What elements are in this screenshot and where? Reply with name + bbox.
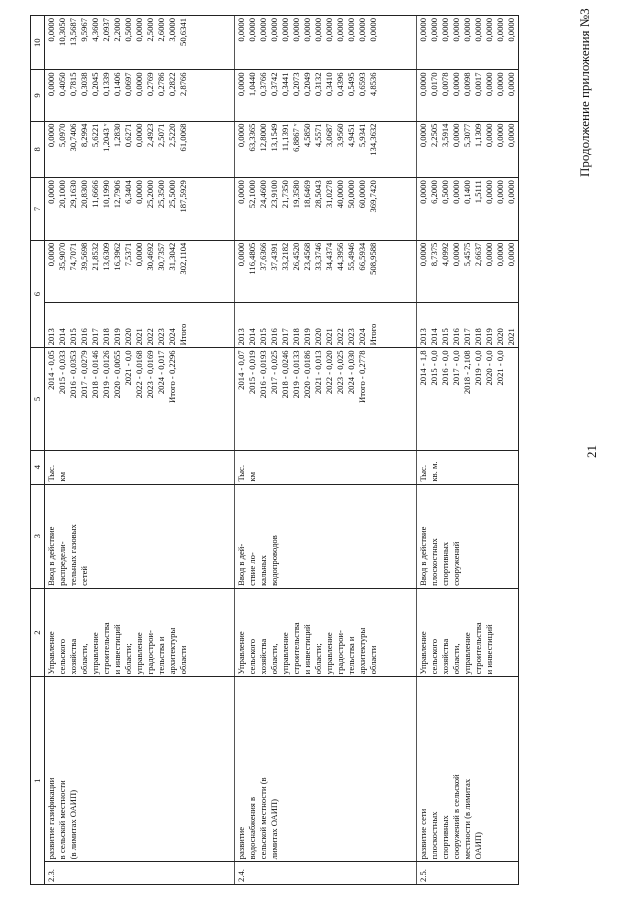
header-col-7: 7 bbox=[31, 178, 45, 240]
plan-values: 2014 - 0,05 2015 - 0,033 2016 - 0,0353 2017 - 0,0279 2018 - 0,0146 2019 - 0,0126 2020 - 0,0055 2021 - 0,0 2022 - 0,0168 2023 - 0,0169 2024 - 0,017 Итого - 0,2296 bbox=[45, 348, 235, 450]
appendix-label: Продолжение приложения №3 bbox=[577, 8, 592, 177]
executor: Управление сельского хозяйства области, управление строительства и инвестиций bbox=[417, 588, 519, 676]
section-name: развитие водоснабжения в сельской местности (в лимитах ОАИП) bbox=[235, 677, 417, 862]
section-number: 2.5. bbox=[417, 862, 519, 885]
header-col-1: 1 bbox=[31, 677, 45, 885]
col-10-values: 0,0000 0,0000 0,0000 0,0000 0,0000 0,0000 0,0000 0,0000 0,0000 bbox=[417, 16, 519, 70]
header-col-10: 10 bbox=[31, 16, 45, 70]
header-row bbox=[31, 16, 45, 885]
header-col-5: 5 bbox=[31, 348, 45, 450]
col-6-values: 0,0000 35,9070 74,7071 39,5698 21,8532 13,6309 16,3962 7,5371 0,0000 30,4692 30,7357 31,3042 302,1104 bbox=[45, 240, 235, 302]
col-9-values: 0,0000 0,4050 0,7815 0,3038 0,2045 0,1339 0,1406 0,0697 0,0000 0,2769 0,2786 0,2822 2,8766 bbox=[45, 70, 235, 121]
section-row-2-4 bbox=[235, 16, 417, 885]
section-number: 2.4. bbox=[235, 862, 417, 885]
event: Ввод в действие плоскостных спортивных сооружений bbox=[417, 484, 519, 588]
years: 2013 2014 2015 2016 2017 2018 2019 2020 2021 2022 2023 2024 Итого bbox=[45, 303, 235, 348]
executor: Управление сельского хозяйства области, управление строительства и инвестиций области; управление градострои- тельства и архитектуры области bbox=[235, 588, 417, 676]
section-number: 2.3. bbox=[45, 862, 235, 885]
plan-values: 2014 - 1,8 2015 - 0,0 2016 - 0,0 2017 - 0,0 2018 - 2,108 2019 - 0,0 2020 - 0,0 2021 - 0,0 bbox=[417, 348, 519, 450]
unit: Тыс. кв. м. bbox=[417, 450, 519, 484]
col-6-values: 0,0000 116,4805 37,6366 37,4391 33,2182 26,4520 23,4568 33,3746 34,4374 44,3956 55,4946 66,5934 508,9588 bbox=[235, 240, 417, 302]
unit: Тыс. км bbox=[235, 450, 417, 484]
page-number: 21 bbox=[584, 445, 599, 458]
header-col-2: 2 bbox=[31, 588, 45, 676]
years: 2013 2014 2015 2016 2017 2018 2019 2020 2021 2022 2023 2024 Итого bbox=[235, 303, 417, 348]
section-row-2-5 bbox=[417, 16, 519, 885]
section-name: развитие газификации в сельской местности (в лимитах ОАИП) bbox=[45, 677, 235, 862]
col-10-values: 0,0000 0,0000 0,0000 0,0000 0,0000 0,0000 0,0000 0,0000 0,0000 0,0000 0,0000 0,0000 0,0000 bbox=[235, 16, 417, 70]
plan-values: 2014 - 0,07 2015 - 0,019 2016 - 0,0193 2017 - 0,025 2018 - 0,0246 2019 - 0,0133 2020 - 0,0186 2021 - 0,013 2022 - 0,020 2023 - 0,025 2024 - 0,030 Итого - 0,2778 bbox=[235, 348, 417, 450]
col-9-values: 0,0000 0,0170 0,0078 0,0000 0,0098 0,0017 0,0000 0,0000 0,0000 bbox=[417, 70, 519, 121]
col-7-values: 0,0000 20,1000 29,1630 20,8300 11,6666 10,1990 12,7906 6,3404 0,0000 25,2000 25,3500 25,5000 187,5929 bbox=[45, 178, 235, 240]
event: Ввод в дей- ствие ло- кальных водопроводов bbox=[235, 484, 417, 588]
col-6-values: 0,0000 8,7375 4,0992 0,0000 5,4575 2,6637 0,0000 0,0000 0,0000 bbox=[417, 240, 519, 302]
section-row-2-3 bbox=[45, 16, 235, 885]
col-8-values: 0,0000 5,0970 30,7406 8,2994 5,6221 1,2043 ᵛ 1,2830 0,6271 0,0000 2,4923 2,5071 2,5220 61,0068 bbox=[45, 121, 235, 178]
col-10-values: 0,0000 10,3050 13,5687 9,5967 4,3600 2,0937 2,2000 0,5000 0,0000 2,5000 2,6000 3,0000 50,6341 bbox=[45, 16, 235, 70]
years: 2013 2014 2015 2016 2017 2018 2019 2020 2021 bbox=[417, 303, 519, 348]
header-col-9: 9 bbox=[31, 70, 45, 121]
header-col-4: 4 bbox=[31, 450, 45, 484]
col-7-values: 0,0000 6,2000 0,5000 0,0000 0,1400 1,5111 0,0000 0,0000 0,0000 bbox=[417, 178, 519, 240]
unit: Тыс. км bbox=[45, 450, 235, 484]
event: Ввод в действие распредели- тельных газовых сетей bbox=[45, 484, 235, 588]
col-8-values: 0,0000 2,2505 3,5914 0,0000 5,3077 1,1309 0,0000 0,0000 0,0000 bbox=[417, 121, 519, 178]
col-9-values: 0,0000 1,0440 0,3766 0,3742 0,3441 0,2073 0,2049 0,3132 0,3410 0,4396 0,5495 0,6593 4,8536 bbox=[235, 70, 417, 121]
program-table bbox=[30, 15, 519, 885]
col-7-values: 0,0000 52,1000 24,4600 23,9100 21,7350 19,3580 18,6469 28,5043 31,0278 40,0000 50,0000 60,0000 369,7420 bbox=[235, 178, 417, 240]
header-col-3: 3 bbox=[31, 484, 45, 588]
col-8-values: 0,0000 63,3365 12,8000 13,1549 11,1391 6,8867 ᵛ 4,5850 4,5571 3,0687 3,9560 4,9451 5,9341 134,3632 bbox=[235, 121, 417, 178]
header-col-8: 8 bbox=[31, 121, 45, 178]
executor: Управление сельского хозяйства области, управление строительства и инвестиций области; управление градострои- тельства и архитектуры области bbox=[45, 588, 235, 676]
header-col-6: 6 bbox=[31, 240, 45, 348]
section-name: развитие сети плоскостных спортивных сооружений в сельской местности (в лимитах ОАИП) bbox=[417, 677, 519, 862]
